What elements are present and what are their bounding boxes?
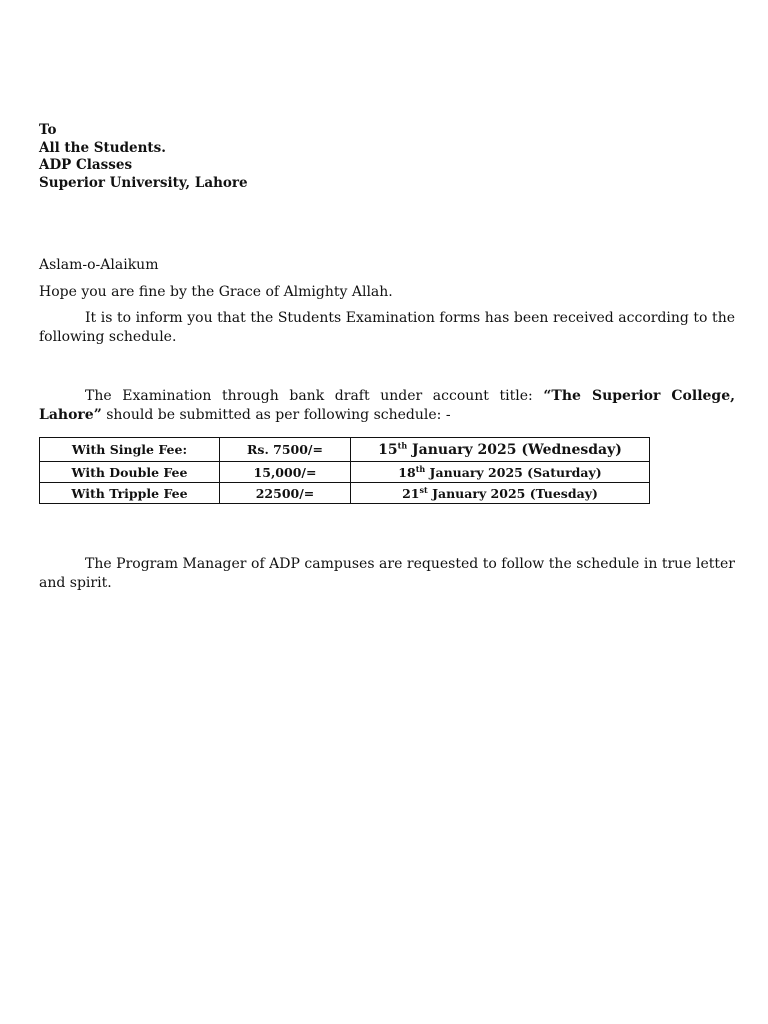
due-date-rest: January 2025 (Wednesday) (407, 441, 622, 458)
due-day: 15 (378, 441, 398, 458)
address-line-to: To (39, 122, 57, 138)
hope-paragraph: Hope you are fine by the Grace of Almighty Allah. (39, 284, 393, 300)
fee-amount-cell: Rs. 7500/= (220, 438, 351, 462)
address-line-university: Superior University, Lahore (39, 174, 248, 191)
address-line-classes: ADP Classes (39, 157, 133, 174)
due-date-rest: January 2025 (Tuesday) (427, 485, 598, 501)
exam-text-after: should be submitted as per following schedule: - (101, 407, 451, 423)
due-date-cell (351, 483, 650, 504)
inform-paragraph (39, 309, 735, 347)
exam-paragraph (39, 387, 735, 425)
fee-schedule-table (39, 437, 650, 504)
fee-type-cell: With Tripple Fee (40, 483, 220, 504)
account-title: “The Superior College, Lahore” (39, 388, 735, 423)
exam-text-before: The Examination through bank draft under account title: (85, 388, 544, 404)
due-date-cell (351, 462, 650, 483)
manager-text: The Program Manager of ADP campuses are requested to follow the schedule in true letter and spirit. (39, 556, 735, 591)
address-line-students: All the Students. (39, 139, 166, 156)
fee-type-cell: With Single Fee: (40, 438, 220, 462)
due-day-suffix: st (419, 484, 428, 495)
due-date-rest: January 2025 (Saturday) (425, 464, 602, 480)
fee-type-cell: With Double Fee (40, 462, 220, 483)
fee-amount-cell: 22500/= (220, 483, 351, 504)
manager-paragraph (39, 555, 735, 593)
due-date-cell (351, 438, 650, 462)
due-day-suffix: th (397, 439, 408, 450)
due-day: 18 (398, 464, 416, 480)
table-row (40, 462, 650, 483)
inform-text: It is to inform you that the Students Examination forms has been received according to the following schedule. (39, 310, 735, 345)
greeting: Aslam-o-Alaikum (39, 257, 159, 273)
fee-amount-cell: 15,000/= (220, 462, 351, 483)
recipient-address (39, 122, 248, 192)
table-row (40, 438, 650, 462)
due-day: 21 (402, 485, 420, 501)
due-day-suffix: th (415, 463, 426, 474)
table-row (40, 483, 650, 504)
